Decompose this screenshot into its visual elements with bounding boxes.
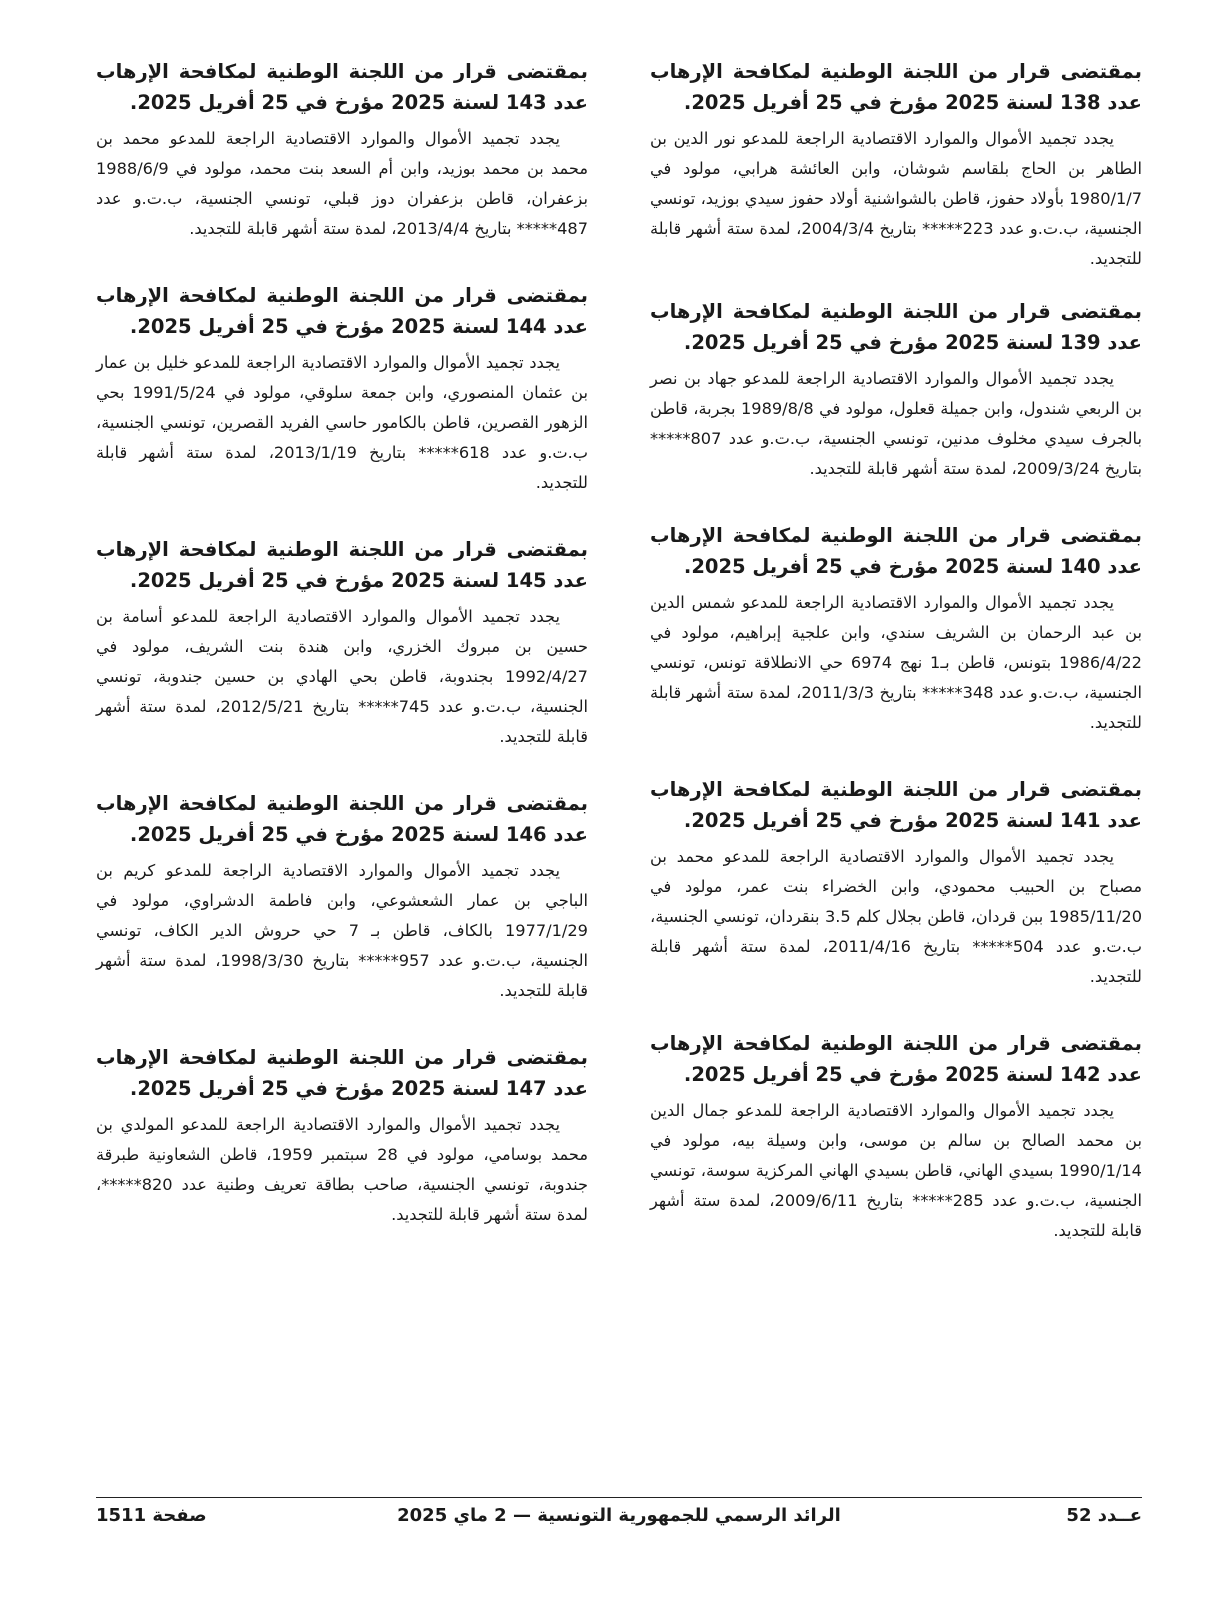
decision-143 <box>96 56 588 244</box>
decision-title: بمقتضى قرار من اللجنة الوطنية لمكافحة الإرهاب عدد 140 لسنة 2025 مؤرخ في 25 أفريل 2025. <box>650 524 1142 578</box>
decision-title: بمقتضى قرار من اللجنة الوطنية لمكافحة الإرهاب عدد 139 لسنة 2025 مؤرخ في 25 أفريل 2025. <box>650 300 1142 354</box>
decision-title: بمقتضى قرار من اللجنة الوطنية لمكافحة الإرهاب عدد 145 لسنة 2025 مؤرخ في 25 أفريل 2025. <box>96 538 588 592</box>
decision-title: بمقتضى قرار من اللجنة الوطنية لمكافحة الإرهاب عدد 144 لسنة 2025 مؤرخ في 25 أفريل 2025. <box>96 284 588 338</box>
decision-body: يجدد تجميد الأموال والموارد الاقتصادية الراجعة للمدعو خليل بن عمار بن عثمان المنصوري، وابن جمعة سلوقي، مولود في 1991/5/24 بحي الزهور القصرين، قاطن بالكامور حاسي الفريد القصرين، تونسي الجنسية، ب.ت.و عدد 618***** بتاريخ 2013/1/19، لمدة ستة أشهر قابلة للتجديد. <box>96 353 589 492</box>
page-footer <box>96 1505 1142 1539</box>
decision-142 <box>650 1028 1142 1246</box>
right-column <box>650 56 1142 1476</box>
decision-title: بمقتضى قرار من اللجنة الوطنية لمكافحة الإرهاب عدد 143 لسنة 2025 مؤرخ في 25 أفريل 2025. <box>96 60 588 114</box>
decision-title: بمقتضى قرار من اللجنة الوطنية لمكافحة الإرهاب عدد 142 لسنة 2025 مؤرخ في 25 أفريل 2025. <box>650 1032 1142 1086</box>
footer-divider <box>96 1497 1142 1498</box>
decision-body: يجدد تجميد الأموال والموارد الاقتصادية الراجعة للمدعو محمد بن محمد بن محمد بوزيد، وابن أم السعد بنت محمد، مولود في 1988/6/9 بزعفران، قاطن بزعفران دوز قبلي، تونسي الجنسية، ب.ت.و عدد 487***** بتاريخ 2013/4/4، لمدة ستة أشهر قابلة للتجديد. <box>96 129 588 238</box>
decision-140 <box>650 520 1142 738</box>
decision-139 <box>650 296 1142 484</box>
decision-145 <box>96 534 588 752</box>
decision-title: بمقتضى قرار من اللجنة الوطنية لمكافحة الإرهاب عدد 147 لسنة 2025 مؤرخ في 25 أفريل 2025. <box>96 1046 588 1100</box>
decision-body: يجدد تجميد الأموال والموارد الاقتصادية الراجعة للمدعو جمال الدين بن محمد الصالح بن سالم بن موسى، وابن وسيلة بيه، مولود في 1990/1/14 بسيدي الهاني، قاطن بسيدي الهاني المركزية سوسة، تونسي الجنسية، ب.ت.و عدد 285***** بتاريخ 2009/6/11، لمدة ستة أشهر قابلة للتجديد. <box>650 1101 1142 1240</box>
decision-body: يجدد تجميد الأموال والموارد الاقتصادية الراجعة للمدعو جهاد بن نصر بن الربعي شندول، وابن جميلة قعلول، مولود في 1989/8/8 بجربة، قاطن بالجرف سيدي مخلوف مدنين، تونسي الجنسية، ب.ت.و عدد 807***** بتاريخ 2009/3/24، لمدة ستة أشهر قابلة للتجديد. <box>650 369 1143 478</box>
decision-146 <box>96 788 588 1006</box>
left-column <box>96 56 588 1476</box>
decision-title: بمقتضى قرار من اللجنة الوطنية لمكافحة الإرهاب عدد 138 لسنة 2025 مؤرخ في 25 أفريل 2025. <box>650 60 1142 114</box>
decision-body: يجدد تجميد الأموال والموارد الاقتصادية الراجعة للمدعو محمد بن مصباح بن الحبيب محمودي، وابن الخضراء بنت عمر، مولود في 1985/11/20 ببن قردان، قاطن بجلال كلم 3.5 بنقردان، تونسي الجنسية، ب.ت.و عدد 504***** بتاريخ 2011/4/16، لمدة ستة أشهر قابلة للتجديد. <box>650 847 1142 986</box>
page-number: صفحة 1511 <box>96 1505 207 1526</box>
publication-title: الرائد الرسمي للجمهورية التونسية — 2 ماي 2025 <box>397 1505 841 1526</box>
decision-147 <box>96 1042 588 1230</box>
decision-title: بمقتضى قرار من اللجنة الوطنية لمكافحة الإرهاب عدد 141 لسنة 2025 مؤرخ في 25 أفريل 2025. <box>650 778 1142 832</box>
decision-body: يجدد تجميد الأموال والموارد الاقتصادية الراجعة للمدعو أسامة بن حسين بن مبروك الخزري، وابن هندة بنت الشريف، مولود في 1992/4/27 بجندوبة، قاطن بحي الهادي بن حسين جندوبة، تونسي الجنسية، ب.ت.و عدد 745***** بتاريخ 2012/5/21، لمدة ستة أشهر قابلة للتجديد. <box>96 607 588 746</box>
issue-number: عــدد 52 <box>1066 1505 1142 1526</box>
decision-141 <box>650 774 1142 992</box>
decision-138 <box>650 56 1142 274</box>
decision-body: يجدد تجميد الأموال والموارد الاقتصادية الراجعة للمدعو المولدي بن محمد بوسامي، مولود في 28 سبتمبر 1959، قاطن الشعاونية طبرقة جندوبة، تونسي الجنسية، صاحب بطاقة تعريف وطنية عدد 820*****، لمدة ستة أشهر قابلة للتجديد. <box>96 1115 588 1224</box>
decision-body: يجدد تجميد الأموال والموارد الاقتصادية الراجعة للمدعو كريم بن الباجي بن عمار الشعشوعي، وابن فاطمة الدشراوي، مولود في 1977/1/29 بالكاف، قاطن بـ 7 حي حروش الدير الكاف، تونسي الجنسية، ب.ت.و عدد 957***** بتاريخ 1998/3/30، لمدة ستة أشهر قابلة للتجديد. <box>96 861 588 1000</box>
decision-body: يجدد تجميد الأموال والموارد الاقتصادية الراجعة للمدعو شمس الدين بن عبد الرحمان بن الشريف سندي، وابن علجية إبراهيم، مولود في 1986/4/22 بتونس، قاطن بـ1 نهج 6974 حي الانطلاقة تونس، تونسي الجنسية، ب.ت.و عدد 348***** بتاريخ 2011/3/3، لمدة ستة أشهر قابلة للتجديد. <box>650 593 1142 732</box>
decision-144 <box>96 280 588 498</box>
decision-title: بمقتضى قرار من اللجنة الوطنية لمكافحة الإرهاب عدد 146 لسنة 2025 مؤرخ في 25 أفريل 2025. <box>96 792 588 846</box>
columns <box>96 56 1142 1476</box>
decision-body: يجدد تجميد الأموال والموارد الاقتصادية الراجعة للمدعو نور الدين بن الطاهر بن الحاج بلقاسم شوشان، وابن العائشة هرابي، مولود في 1980/1/7 بأولاد حفوز، قاطن بالشواشنية أولاد حفوز سيدي بوزيد، تونسي الجنسية، ب.ت.و عدد 223***** بتاريخ 2004/3/4، لمدة ستة أشهر قابلة للتجديد. <box>650 129 1142 268</box>
